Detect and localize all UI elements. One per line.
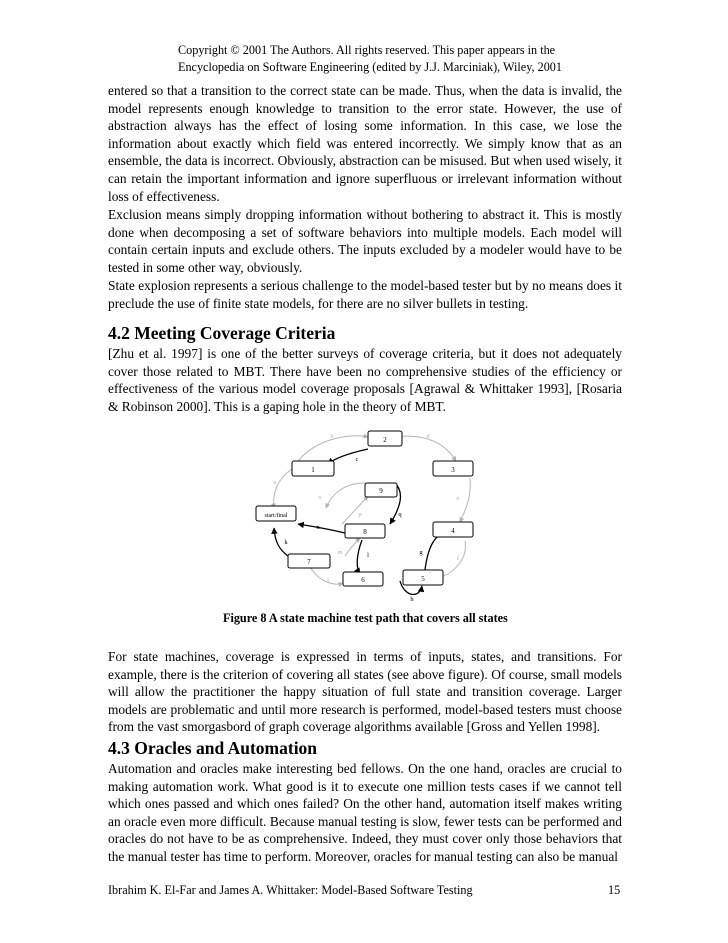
edge-label-j: j [327, 576, 329, 583]
state-start-final-label: start/final [264, 513, 288, 519]
edge-label-d: d [426, 433, 430, 440]
copyright-header [178, 42, 562, 76]
copyright-line-1: Copyright © 2001 The Authors. All rights reserved. This paper appears in the [178, 43, 556, 57]
paragraph-state-explosion: State explosion represents a serious challenge to the model-based tester but by no means does it preclude the use of finite state models, for there are no silver bullets in testing. [108, 278, 622, 311]
state-8-label: 8 [363, 528, 367, 536]
edge-label-n: n [316, 524, 320, 531]
edge-label-o: o [318, 494, 322, 501]
section-heading-4-3: 4.3 Oracles and Automation [108, 738, 318, 758]
edge-label-c: c [355, 456, 359, 463]
edge-label-f: f [456, 555, 460, 562]
edge-label-k: k [284, 539, 288, 546]
section-heading-4-2: 4.2 Meeting Coverage Criteria [108, 323, 336, 343]
edge-label-h: h [410, 596, 414, 603]
paragraph-exclusion: Exclusion means simply dropping information without bothering to abstract it. This is mostly done when decomposing a set of software behaviors into multiple models. Each model will contain certain inputs and exclude others. The inputs excluded by a modeler would have to be tested in some other way, obviously. [108, 207, 622, 275]
edge-label-e: e [456, 495, 460, 502]
edge-p [342, 496, 368, 524]
edge-label-b: b [330, 433, 334, 440]
edge-n [298, 524, 345, 533]
edge-label-m: m [337, 549, 343, 556]
state-7-label: 7 [307, 558, 311, 566]
edge-o [326, 483, 365, 508]
state-1-label: 1 [311, 466, 315, 474]
edge-label-l: l [367, 552, 369, 559]
edge-label-i: i [429, 568, 431, 575]
edge-label-q: q [398, 511, 402, 518]
copyright-line-2: Encyclopedia on Software Engineering (edited by J.J. Marciniak), Wiley, 2001 [178, 60, 562, 74]
state-6-label: 6 [361, 576, 365, 584]
footer-authors: Ibrahim K. El-Far and James A. Whittaker: Model-Based Software Testing [108, 883, 473, 897]
paragraph-coverage-survey: [Zhu et al. 1997] is one of the better surveys of coverage criteria, but it does not adequately cover those related to MBT. There have been no comprehensive studies of the efficiency or effectiveness of the various model coverage proposals [Agrawal & Whittaker 1993], [Rosaria & Robinson 2000]. This is a gaping hole in the theory of MBT. [108, 346, 622, 414]
state-9-label: 9 [379, 487, 383, 495]
edge-label-p: p [358, 511, 362, 518]
state-machine-figure [240, 428, 490, 603]
paragraph-state-coverage: For state machines, coverage is expressed in terms of inputs, states, and transitions. For example, there is the criterion of covering all states (see above figure). Of course, small models will allow the practitioner the happy situation of full state and transition coverage. Larger models are problematic and until more research is performed, model-based testers must choose from the vast smorgasbord of graph coverage algorithms available [Gross and Yellen 1998]. [108, 649, 622, 735]
edge-label-a: a [273, 479, 277, 486]
footer-page-number: 15 [608, 883, 621, 897]
figure-caption: Figure 8 A state machine test path that covers all states [223, 611, 508, 625]
state-4-label: 4 [451, 527, 455, 535]
state-5-label: 5 [421, 575, 425, 583]
paragraph-oracles: Automation and oracles make interesting bed fellows. On the one hand, oracles are crucial to making automation work. What good is it to execute one million tests cases if we cannot tell which ones passed and which ones failed? On the other hand, automation itself makes writing an oracle even more difficult. Because manual testing is slow, fewer tests can be performed and oracles do not have to be as comprehensive. Indeed, they must cover only those behaviors that the manual tester has time to perform. Moreover, oracles for manual testing can also be manual [108, 761, 622, 864]
edge-l [357, 540, 362, 574]
state-2-label: 2 [383, 436, 387, 444]
state-3-label: 3 [451, 466, 455, 474]
edge-label-g: g [419, 549, 423, 556]
edge-e [460, 478, 470, 522]
paragraph-abstraction: entered so that a transition to the correct state can be made. Thus, when the data is invalid, the model represents enough knowledge to transition to the error state. However, the use of abstraction always has the effect of losing some information. In this case, we lose the information about exactly which field was entered incorrectly. We simply know that as an ensemble, the data is incorrect. Obviously, abstraction can be misused. But when used wisely, it can retain the important information and ignore superfluous or irrelevant information without loss of effectiveness. [108, 83, 622, 204]
edge-a [274, 469, 292, 508]
state-machine-diagram [240, 428, 490, 603]
